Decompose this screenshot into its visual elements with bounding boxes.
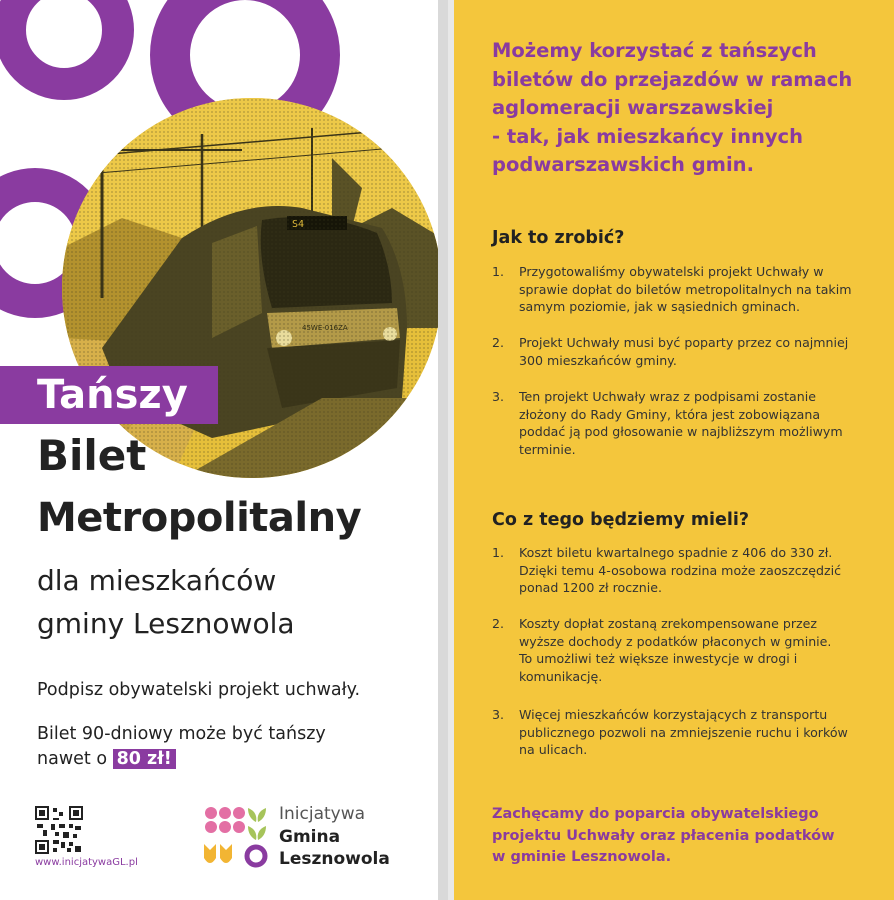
logo-text-line-2: Gmina [279,827,341,847]
right-panel [454,0,894,900]
lead-paragraph [492,37,882,180]
how-item-1 [492,263,864,316]
decor-ring-top-left [0,0,134,100]
logo-text-line-1: Inicjatywa [279,804,366,824]
title-line-1: Bilet [37,431,147,480]
list-text-line: publicznego pozwoli na zmniejszenie ruchu i korków [519,724,848,740]
subtitle-line-1: dla mieszkańców [37,564,277,597]
list-text-line: Koszty dopłat zostaną zrekompensowane przez [519,616,818,631]
list-text-line: na ulicach. [519,742,588,757]
qr-code-icon[interactable] [35,806,83,854]
list-text-line: komunikację. [519,668,603,684]
list-text-line: sprawie dopłat do biletów metropolitalnych na takim [519,281,852,297]
list-text-line: wyższe dochody z podatków płaconych w gminie. [519,633,832,649]
list-text-line: Więcej mieszkańców korzystających z transportu [519,707,828,722]
list-number: 1. [492,545,505,560]
list-number: 2. [492,335,505,350]
lead-line-5: podwarszawskich gmin. [492,153,754,176]
lead-line-3: aglomeracji warszawskiej [492,96,774,119]
list-text-line: terminie. [519,441,576,457]
initiative-logo-icon [204,806,268,870]
tag-cheaper: Tańszy [0,366,218,424]
list-number: 3. [492,707,505,722]
list-text-line: złożony do Rady Gminy, która jest zobowiązana [519,406,821,422]
closing-line-3: w gminie Lesznowola. [492,849,672,865]
list-text-line: ponad 1200 zł rocznie. [519,580,663,595]
price-badge: 80 zł! [113,749,176,769]
sign-petition-text: Podpisz obywatelski projekt uchwały. [37,680,361,700]
list-text-line: To umożliwi też większe inwestycje w drogi i [519,651,798,666]
list-text-line: Koszt biletu kwartalnego spadnie z 406 do 330 zł. [519,545,833,560]
title-line-2: Metropolitalny [37,495,362,541]
how-item-2 [492,334,864,369]
ticket-text-prefix: nawet o [37,749,108,769]
lead-line-2: biletów do przejazdów w ramach [492,67,853,91]
how-to-heading: Jak to zrobić? [492,228,625,248]
list-number: 1. [492,264,505,279]
benefit-item-3 [492,706,864,759]
closing-line-2: projektu Uchwały oraz płacenia podatków [492,827,835,844]
ticket-text-line-2 [37,747,176,771]
list-number: 3. [492,389,505,404]
left-panel [0,0,438,900]
list-text-line: 300 mieszkańców gminy. [519,352,677,368]
benefits-heading: Co z tego będziemy mieli? [492,510,750,530]
lead-line-4: - tak, jak mieszkańcy innych [492,124,803,148]
list-text-line: samym poziomie, jak w sąsiednich gminach. [519,299,800,314]
lead-line-1: Możemy korzystać z tańszych [492,39,817,62]
list-text-line: Przygotowaliśmy obywatelski projekt Uchwały w [519,264,824,279]
list-text-line: Projekt Uchwały musi być poparty przez co najmniej [519,335,849,350]
logo-text-line-3: Lesznowola [279,849,390,869]
benefit-item-2 [492,615,864,685]
closing-line-1: Zachęcamy do poparcia obywatelskiego [492,806,819,822]
website-link[interactable]: www.inicjatywaGL.pl [35,857,138,868]
benefit-item-1 [492,544,864,597]
how-item-3 [492,388,864,458]
closing-appeal [492,804,872,869]
list-text-line: Ten projekt Uchwały wraz z podpisami zostanie [519,389,816,404]
list-text-line: poddać ją pod głosowanie w najbliższym możliwym [519,424,843,439]
subtitle-line-2: gminy Lesznowola [37,607,295,640]
list-number: 2. [492,616,505,631]
ticket-text-line-1: Bilet 90-dniowy może być tańszy [37,724,326,744]
list-text-line: Dzięki temu 4-osobowa rodzina może zaoszczędzić [519,562,842,578]
